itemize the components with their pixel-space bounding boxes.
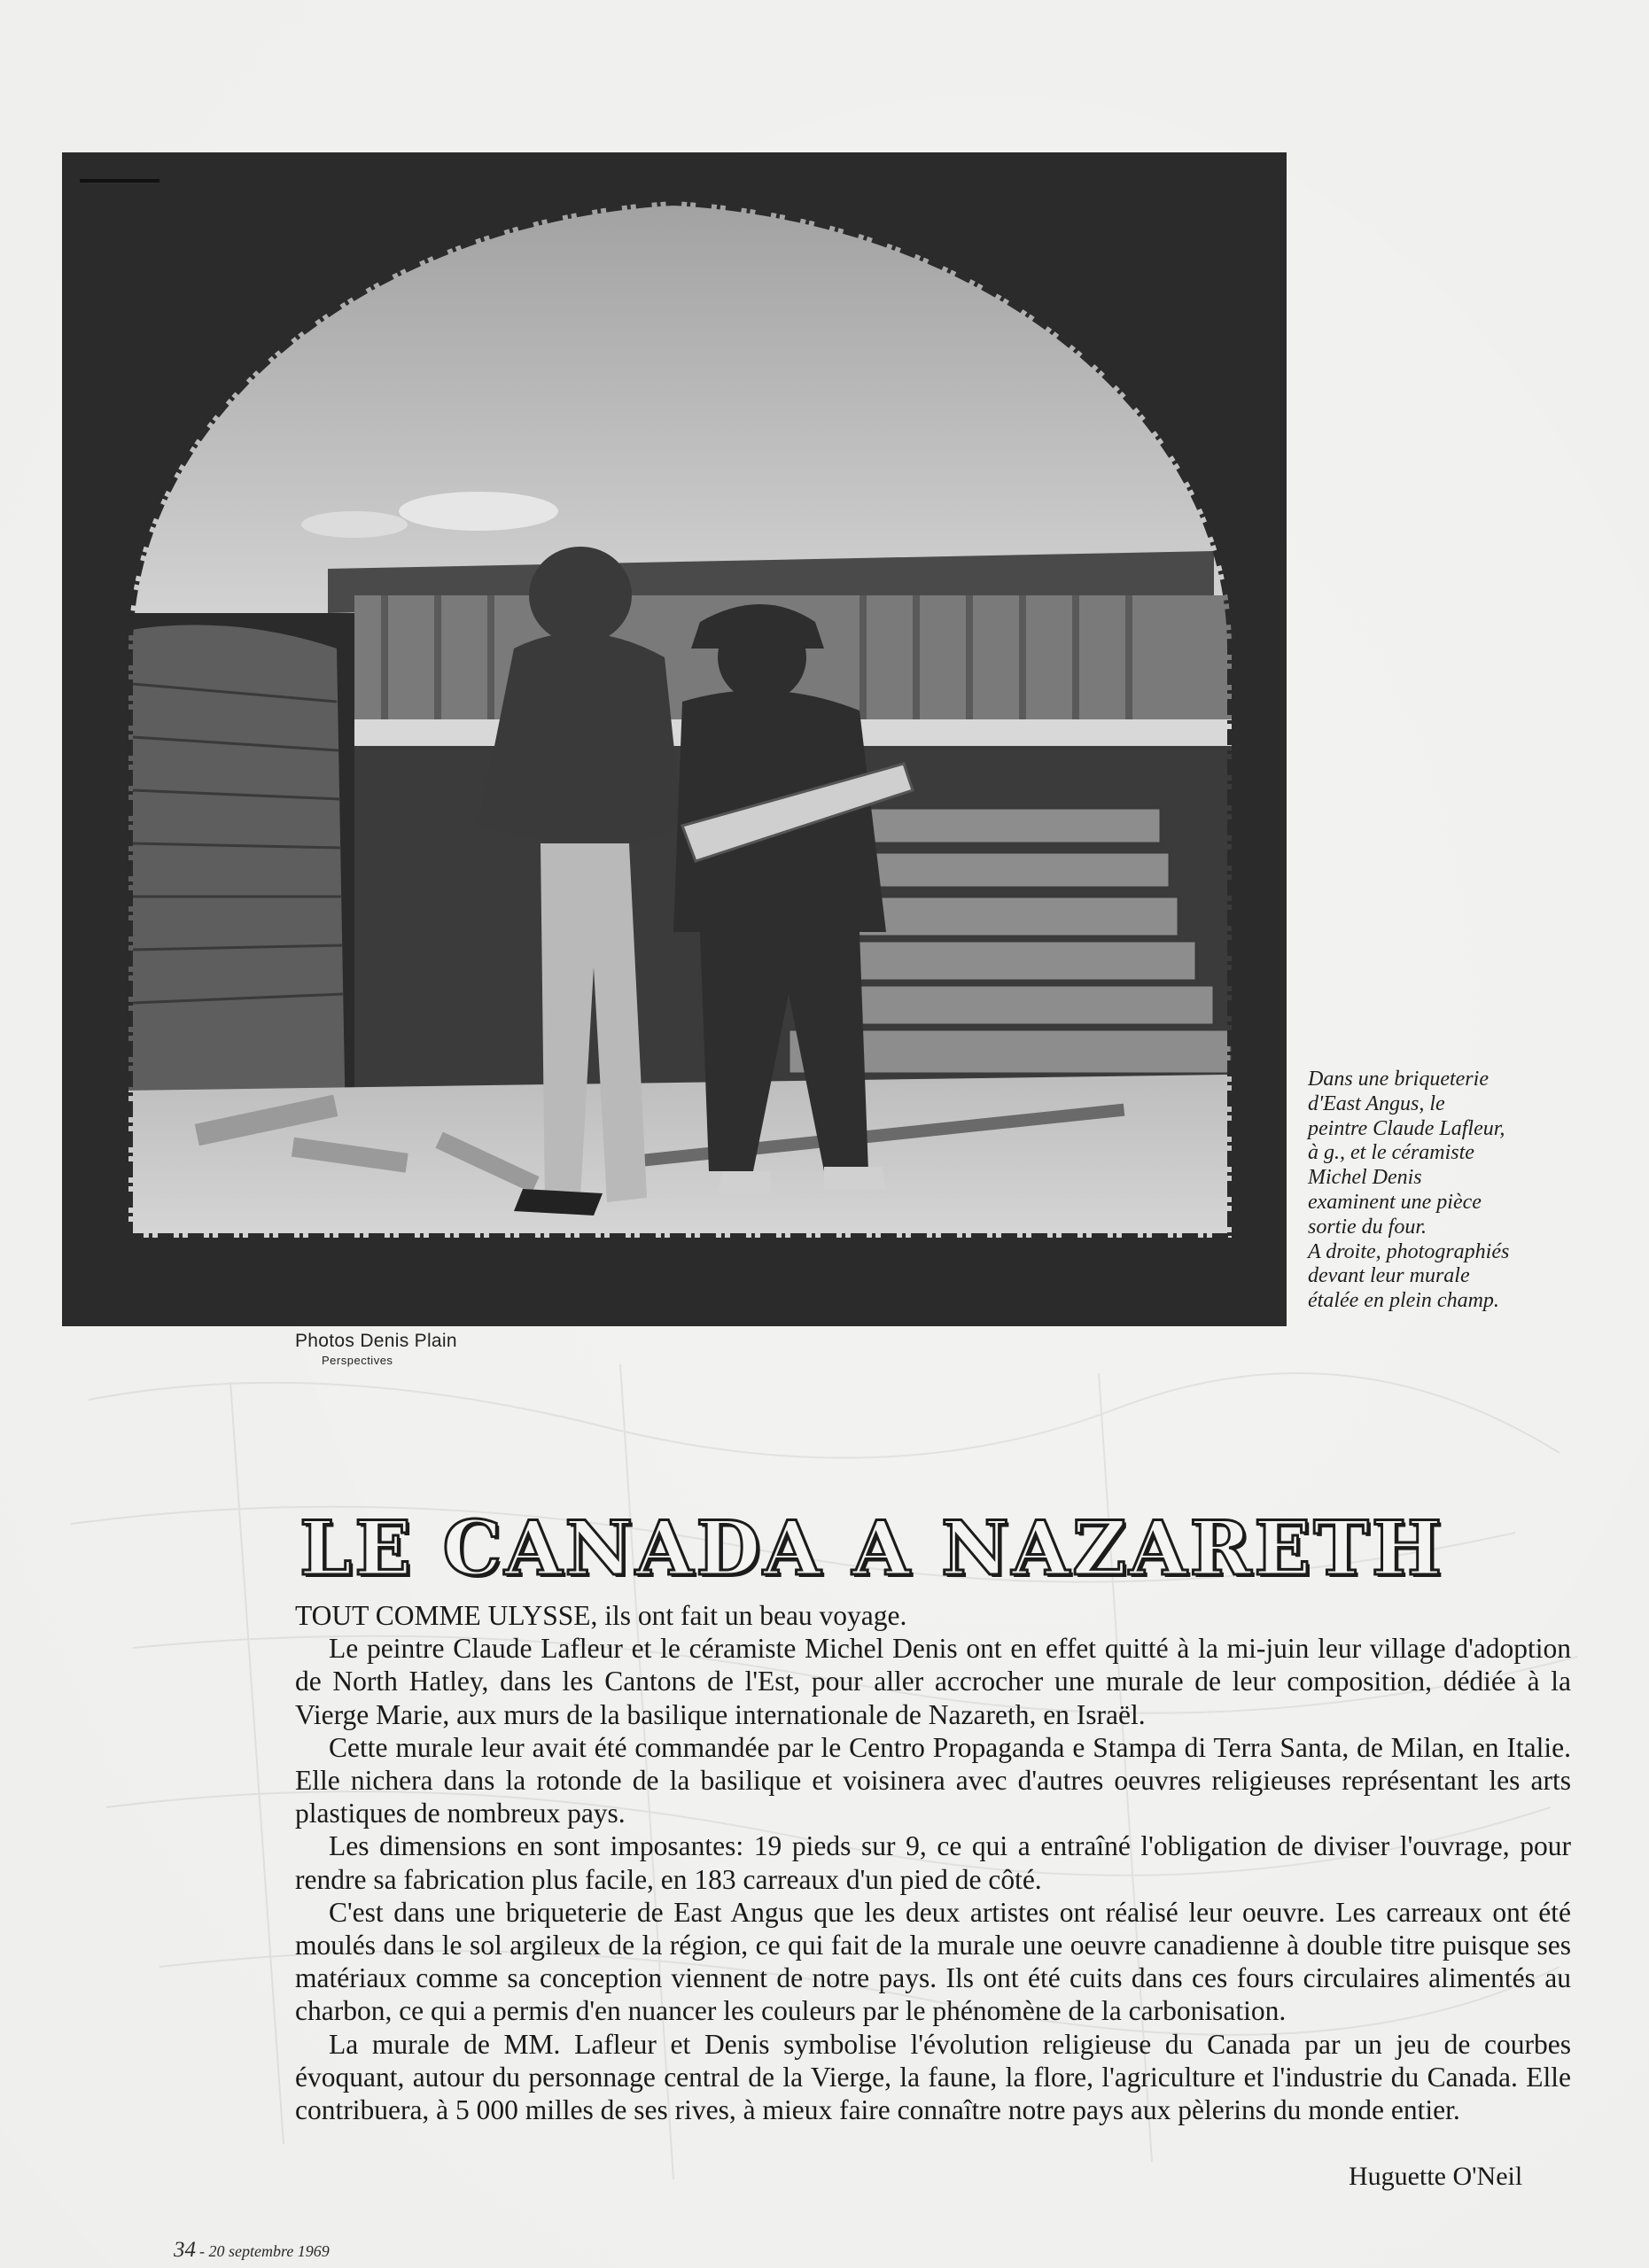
photo-credit bbox=[295, 1331, 457, 1367]
photo-brickworks-icon bbox=[62, 152, 1287, 1326]
caption-line: à g., et le céramiste bbox=[1308, 1141, 1474, 1165]
caption-line: examinent une pièce bbox=[1308, 1190, 1482, 1214]
issue-date: - 20 septembre 1969 bbox=[199, 2242, 330, 2260]
article-author: Huguette O'Neil bbox=[1349, 2162, 1523, 2191]
caption-line: peintre Claude Lafleur, bbox=[1308, 1116, 1505, 1140]
article-paragraph: Le peintre Claude Lafleur et le céramiste Michel Denis ont en effet quitté à la mi-juin leur village d'adoption de North Hatley, dans les Cantons de l'Est, pour aller accrocher une murale de leur composition, dédiée à la Vierge Marie, aux murs de la basilique internationale de Nazareth, en Israël. bbox=[295, 1633, 1571, 1730]
article-lead: TOUT COMME ULYSSE, ils ont fait un beau voyage. bbox=[295, 1600, 907, 1631]
page-number: 34 bbox=[174, 2238, 196, 2262]
photo-caption bbox=[1308, 1068, 1600, 1314]
caption-line: d'East Angus, le bbox=[1308, 1091, 1445, 1115]
article-body bbox=[295, 1599, 1571, 2126]
caption-line: A droite, photographiés bbox=[1308, 1239, 1510, 1263]
article-paragraph: Les dimensions en sont imposantes: 19 pieds sur 9, ce qui a entraîné l'obligation de diviser l'ouvrage, pour rendre sa fabrication plus facile, en 183 carreaux d'un pied de côté. bbox=[295, 1830, 1571, 1895]
photo-brickworks bbox=[62, 152, 1287, 1326]
article-paragraph: C'est dans une briqueterie de East Angus que les deux artistes ont réalisé leur oeuvre. Les carreaux ont été moulés dans le sol argileux de la région, ce qui fait de la murale une oeuvre canadienne à double titre puisque ses matériaux comme sa conception viennent de notre pays. Ils ont été cuits dans ces fours circulaires alimentés au charbon, ce qui a permis d'en nuancer les couleurs par le phénomène de la carbonisation. bbox=[295, 1896, 1571, 2027]
caption-line: Michel Denis bbox=[1308, 1166, 1422, 1190]
page-footer bbox=[174, 2238, 330, 2263]
article-paragraph: Cette murale leur avait été commandée par le Centro Propaganda e Stampa di Terra Santa, de Milan, en Italie. Elle nichera dans la rotonde de la basilique et voisinera avec d'autres oeuvres religieuses représentant les arts plastiques de nombreux pays. bbox=[295, 1731, 1571, 1829]
photo-credit-source: Perspectives bbox=[322, 1354, 393, 1367]
caption-line: Dans une briqueterie bbox=[1308, 1068, 1489, 1091]
caption-line: sortie du four. bbox=[1308, 1215, 1427, 1239]
article-headline: LE CANADA A NAZARETH bbox=[299, 1504, 1445, 1592]
photo-credit-name: Photos Denis Plain bbox=[295, 1331, 457, 1351]
caption-line: étalée en plein champ. bbox=[1308, 1289, 1499, 1313]
caption-line: devant leur murale bbox=[1308, 1264, 1470, 1288]
article-paragraph: La murale de MM. Lafleur et Denis symbolise l'évolution religieuse du Canada par un jeu de courbes évoquant, autour du personnage central de la Vierge, la faune, la flore, l'agriculture et l'industrie du Canada. Elle contribuera, à 5 000 milles de ses rives, à mieux faire connaître notre pays aux pèlerins du monde entier. bbox=[295, 2028, 1571, 2126]
